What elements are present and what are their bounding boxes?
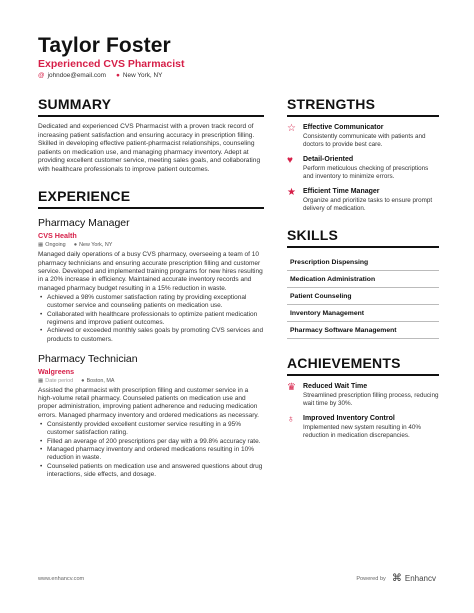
location-contact [116,72,162,79]
pin-icon: ♁ [287,414,295,426]
job-bullet: • Consistently provided excellent customer service resulting in a 95% customer satisfaction rating. [38,421,264,438]
strength-item [287,156,439,181]
powered-by-text: Powered by [356,575,386,582]
star-icon: ☆ [287,123,296,134]
job-location-text: New York, NY [79,242,113,249]
achievement-description: Implemented new system resulting in 40% reduction in medication discrepancies. [303,424,421,440]
achievement-item [287,415,439,440]
job-date-text: Ongoing [45,242,66,249]
skill-item: Patient Counseling [287,288,439,305]
left-column [38,96,264,479]
job-bullet: • Collaborated with healthcare professionals to optimize patient medication regimens and improve patient outcomes. [38,311,264,328]
candidate-role: Experienced CVS Pharmacist [38,58,185,70]
skill-item: Pharmacy Software Management [287,322,439,339]
right-column [287,96,439,440]
job-date [38,242,66,248]
skill-item: Prescription Dispensing [287,254,439,271]
email-contact[interactable] [38,72,106,79]
job-bullet: • Achieved a 98% customer satisfaction rating by providing exceptional customer service and counseling patients on medication use. [38,294,264,311]
strength-title: Efficient Time Manager [303,188,380,196]
job-location-text: Boston, MA [86,377,115,384]
job-description: Managed daily operations of a busy CVS pharmacy, overseeing a team of 10 pharmacy technicians and ensuring accurate prescription filling and customer service. Developed and implemented training programs for new hires resulting in a 20% increase in efficiency. Maintained accurate inventory records and managed pharmacy budget resulting in a 15% reduction in waste. [38,251,263,292]
job-entry [38,217,264,343]
location-text: New York, NY [122,72,163,79]
skill-item: Inventory Management [287,305,439,322]
job-description: Assisted the pharmacist with prescription filling and customer service in a high-volume retail pharmacy. Counseled patients on medication use and proper administration, improving patient adherence and reducing medication errors. Managed pharmacy inventory and ordered medications as necessary. [38,386,259,419]
achievements-heading: ACHIEVEMENTS [287,355,439,376]
strength-item [287,188,439,213]
job-bullet: • Achieved or exceeded monthly sales goals by promoting CVS services and products to customers. [38,327,264,344]
job-title: Pharmacy Manager [38,217,130,230]
strength-item [287,124,439,149]
strength-title: Detail-Oriented [303,156,354,164]
location-pin-icon: ● [81,377,85,384]
job-bullets [38,421,264,479]
enhancv-logo-icon: ⌘ [391,573,402,584]
job-date-text: Date period [45,377,74,384]
calendar-icon: ▦ [38,242,44,249]
heart-icon: ♥ [287,155,293,167]
location-pin-icon: ● [115,72,120,79]
email-text: johndoe@email.com [47,72,106,79]
job-location [74,242,113,248]
achievement-title: Improved Inventory Control [303,415,395,423]
star-icon: ★ [287,187,296,199]
candidate-name: Taylor Foster [38,34,171,57]
location-pin-icon: ● [73,242,78,249]
contact-bar [38,72,172,79]
trophy-icon: ♛ [287,382,296,394]
job-company: Walgreens [38,366,75,376]
achievement-title: Reduced Wait Time [303,383,368,391]
achievement-item [287,383,439,408]
job-meta [38,378,264,384]
strength-description: Consistently communicate with patients and doctors to provide best care. [303,133,426,149]
strength-description: Organize and prioritize tasks to ensure prompt delivery of medication. [303,197,433,213]
footer [38,573,436,584]
summary-text: Dedicated and experienced CVS Pharmacist with a proven track record of increasing patient satisfaction and ensuring accuracy in prescription filling. Skilled in developing effective patient-pharmacist relationships, counseling patients on medication use, and managing pharmacy inventory. Adept at providing excellent customer service, meeting sales goals, and collaborating with healthcare professionals to improve patient outcomes. [38,123,261,173]
job-title: Pharmacy Technician [38,352,138,365]
achievement-description: Streamlined prescription filling process, reducing wait time by 30%. [303,392,439,408]
skills-heading: SKILLS [287,227,439,248]
strength-description: Perform meticulous checking of prescriptions and inventory to minimize errors. [303,165,429,181]
job-date [38,378,73,384]
job-company: CVS Health [38,231,77,241]
experience-heading: EXPERIENCE [38,188,264,209]
job-entry [38,353,264,479]
job-bullet: • Filled an average of 200 prescriptions per day with a 99.8% accuracy rate. [38,438,264,446]
job-bullets [38,294,264,344]
strengths-heading: STRENGTHS [287,96,439,117]
job-meta [38,242,264,248]
job-bullet: • Counseled patients on medication use and answered questions about drug interactions, side effects, and dosage. [38,463,264,480]
brand-name: Enhancv [404,574,436,583]
summary-heading: SUMMARY [38,96,264,117]
at-icon: @ [38,72,45,79]
job-bullet: • Managed pharmacy inventory and ordered medications resulting in 10% reduction in waste. [38,446,264,463]
job-location [81,378,114,384]
skill-item: Medication Administration [287,271,439,288]
strength-title: Effective Communicator [303,124,384,131]
calendar-icon: ▦ [38,377,44,384]
footer-website[interactable]: www.enhancv.com [38,575,85,582]
footer-brand [356,573,436,584]
